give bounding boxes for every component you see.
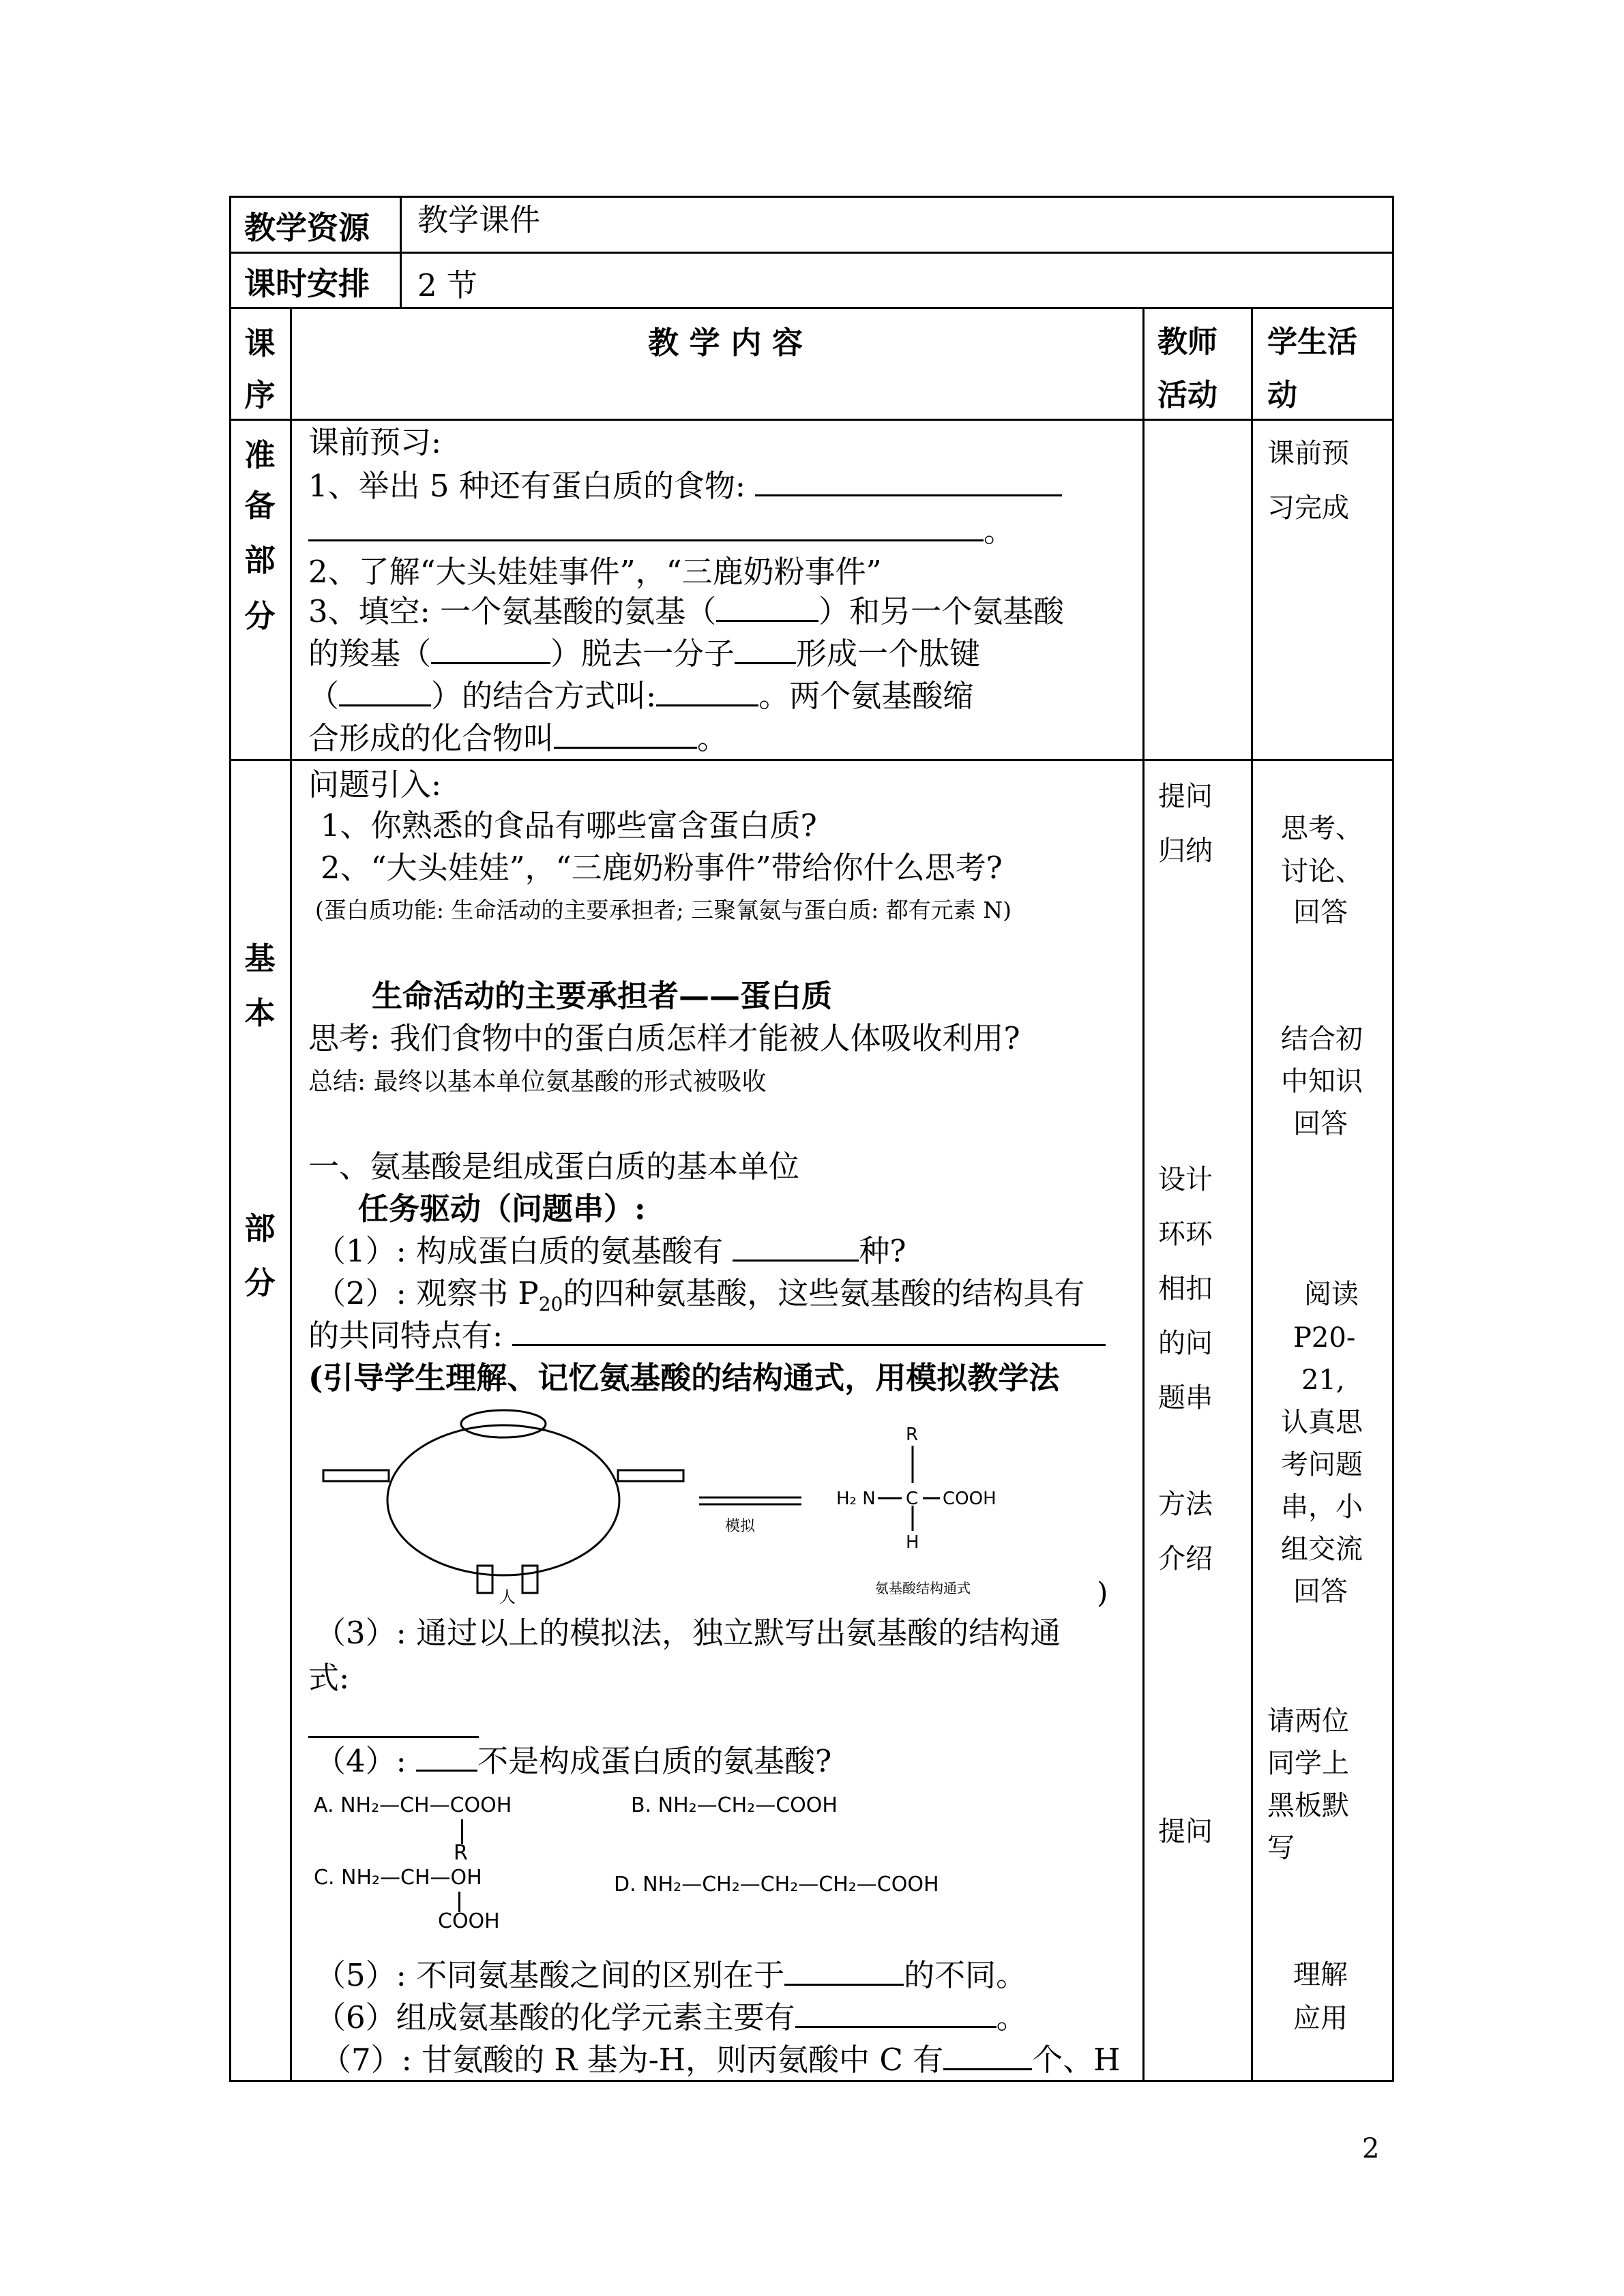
prep-student-1: 课前预 (1267, 438, 1349, 469)
student-3-a: 阅读 (1304, 1279, 1359, 1310)
prep-q3-line3: （ ）的结合方式叫: 。两个氨基酸缩 (308, 675, 973, 717)
teacher-4-a: 提问 (1158, 1816, 1213, 1847)
col-teacher-2: 活动 (1157, 378, 1217, 413)
blank-amino-count[interactable] (733, 1231, 859, 1262)
blank-common-features[interactable] (512, 1315, 1106, 1346)
option-c-cooh: COOH (438, 1909, 500, 1933)
student-3-h: 回答 (1293, 1576, 1348, 1607)
prep-q1: 1、举出 5 种还有蛋白质的食物: (308, 465, 1062, 507)
person-label: 人 (499, 1587, 516, 1607)
student-4-c: 黑板默 (1267, 1790, 1349, 1821)
struct-c: C (906, 1489, 919, 1509)
prep-label-3: 部 (244, 542, 276, 578)
blank-carboxyl[interactable] (431, 633, 550, 664)
prep-q2: 2、了解“大头娃娃事件”，“三鹿奶粉事件” (308, 554, 882, 590)
student-5-a: 理解 (1293, 1959, 1348, 1991)
student-2-c: 回答 (1293, 1108, 1348, 1139)
intro-q1: 1、你熟悉的食品有哪些富含蛋白质? (321, 807, 817, 844)
prep-label-2: 备 (244, 488, 276, 524)
body-shape (387, 1425, 619, 1575)
option-c[interactable]: C. NH₂—CH—OH (314, 1866, 482, 1890)
option-a[interactable]: A. NH₂—CH—COOH (314, 1793, 512, 1817)
struct-h2n: H₂ N (836, 1489, 876, 1509)
teacher-1-b: 归纳 (1158, 835, 1213, 867)
student-3-f: 串，小 (1281, 1491, 1363, 1523)
section-heading: 生命活动的主要承担者——蛋白质 (372, 978, 833, 1014)
student-3-d: 认真思 (1281, 1407, 1363, 1438)
blank-peptide[interactable] (339, 676, 431, 706)
task-title: 任务驱动（问题串）: (358, 1191, 646, 1227)
resource-value: 教学课件 (417, 202, 541, 238)
teacher-2-b: 环环 (1158, 1219, 1213, 1250)
prep-q3-line4: 合形成的化合物叫 。 (308, 717, 728, 760)
prep-label-1: 准 (244, 437, 276, 473)
basic-label-1: 基 (244, 940, 276, 976)
student-3-b: P20- (1293, 1322, 1356, 1354)
student-4-a: 请两位 (1267, 1705, 1349, 1737)
problem-3-line2: 式: (308, 1660, 350, 1696)
problem-2-line1: （2）: 观察书 $P_{20}$的四种氨基酸，这些氨基酸的结构具有 (315, 1275, 1085, 1315)
student-2-a: 结合初 (1281, 1024, 1363, 1055)
schedule-label: 课时安排 (244, 265, 370, 302)
student-1-a: 思考、 (1281, 813, 1363, 844)
student-3-c: 21, (1301, 1365, 1345, 1396)
blank-foods[interactable] (755, 466, 1062, 496)
teacher-2-a: 设计 (1158, 1164, 1213, 1195)
basic-label-3: 部 (244, 1210, 276, 1247)
student-1-b: 讨论、 (1281, 856, 1363, 887)
prep-label-4: 分 (244, 598, 276, 634)
blank-amino[interactable] (716, 591, 818, 622)
basic-label-4: 分 (244, 1265, 276, 1301)
blank-foods-2[interactable] (308, 511, 984, 541)
student-5-b: 应用 (1293, 2003, 1348, 2034)
teacher-2-c: 相扣 (1158, 1273, 1213, 1304)
blank-compound[interactable] (554, 718, 697, 749)
student-2-b: 中知识 (1281, 1066, 1363, 1097)
prep-q3-line2: 的羧基（ ）脱去一分子 形成一个肽键 (308, 633, 980, 675)
struct-cooh: COOH (943, 1489, 996, 1509)
head-shape (461, 1410, 546, 1437)
teacher-3-b: 介绍 (1158, 1543, 1213, 1575)
right-leg (522, 1566, 537, 1593)
struct-caption: 氨基酸结构通式 (875, 1580, 971, 1596)
close-paren: ) (1097, 1576, 1108, 1609)
guide-text: (引导学生理解、记忆氨基酸的结构通式，用模拟教学法 (308, 1360, 1060, 1396)
prep-q1-line2: 。 (308, 510, 1014, 552)
student-4-d: 写 (1267, 1832, 1295, 1864)
problem-6: （6）组成氨基酸的化学元素主要有 。 (315, 1997, 1027, 2039)
struct-h: H (906, 1532, 919, 1553)
amino-acid-simulation-figure (314, 1405, 1119, 1609)
resource-label: 教学资源 (244, 209, 370, 246)
prep-q3-line1: 3、填空: 一个氨基酸的氨基（ ）和另一个氨基酸 (308, 591, 1064, 633)
student-1-c: 回答 (1293, 897, 1348, 928)
teacher-1-a: 提问 (1158, 781, 1213, 812)
blank-difference[interactable] (784, 1955, 904, 1986)
student-4-b: 同学上 (1267, 1748, 1349, 1779)
left-arm (323, 1470, 389, 1481)
blank-not-amino[interactable] (416, 1741, 477, 1772)
blank-binding[interactable] (656, 676, 758, 706)
prep-student-2: 习完成 (1267, 492, 1349, 524)
blank-elements[interactable] (795, 1997, 996, 2028)
right-arm (618, 1470, 683, 1481)
col-content: 教 学 内 容 (648, 325, 803, 361)
teacher-3-a: 方法 (1158, 1489, 1213, 1520)
basic-label-2: 本 (244, 995, 276, 1031)
problem-1: （1）: 构成蛋白质的氨基酸有 种? (315, 1230, 906, 1272)
option-b[interactable]: B. NH₂—CH₂—COOH (631, 1793, 838, 1817)
problem-2-line2: 的共同特点有: (308, 1315, 1106, 1357)
option-a-bond (461, 1819, 463, 1844)
blank-molecule[interactable] (735, 633, 796, 664)
summary-text: 总结: 最终以基本单位氨基酸的形式被吸收 (308, 1068, 767, 1096)
teacher-2-d: 的问 (1158, 1328, 1213, 1359)
think-question: 思考: 我们食物中的蛋白质怎样才能被人体吸收利用? (308, 1020, 1020, 1056)
student-3-e: 考问题 (1281, 1449, 1363, 1480)
problem-4: （4）: 不是构成蛋白质的氨基酸? (315, 1740, 831, 1783)
intro-q2: 2、“大头娃娃”，“三鹿奶粉事件”带给你什么思考? (321, 850, 1003, 886)
schedule-value: 2 节 (417, 267, 477, 303)
problem-3-line1: （3）: 通过以上的模拟法，独立默写出氨基酸的结构通 (315, 1615, 1061, 1651)
left-leg (477, 1566, 492, 1593)
blank-structure-formula[interactable] (308, 1736, 479, 1738)
col-student-2: 动 (1267, 378, 1297, 413)
col-teacher-1: 教师 (1157, 325, 1217, 359)
problem-5: （5）: 不同氨基酸之间的区别在于 的不同。 (315, 1954, 1027, 1997)
page-number: 2 (1362, 2133, 1380, 2164)
teacher-2-e: 题串 (1158, 1382, 1213, 1414)
prep-title: 课前预习: (308, 424, 442, 460)
blank-carbon-count[interactable] (943, 2040, 1032, 2070)
option-d[interactable]: D. NH₂—CH₂—CH₂—CH₂—COOH (614, 1873, 939, 1896)
intro-note: (蛋白质功能: 生命活动的主要承担者; 三聚氰氨与蛋白质: 都有元素 N) (315, 897, 1012, 923)
intro-title: 问题引入: (308, 766, 442, 803)
col-order-2: 序 (244, 377, 276, 413)
col-order-1: 课 (244, 325, 276, 361)
col-student-1: 学生活 (1267, 325, 1357, 359)
sim-label: 模拟 (725, 1518, 756, 1535)
option-a-r: R (454, 1841, 468, 1865)
problem-7: （7）: 甘氨酸的 R 基为-H，则丙氨酸中 C 有 个、H (321, 2039, 1120, 2081)
struct-r: R (906, 1425, 919, 1445)
section-1-title: 一、氨基酸是组成蛋白质的基本单位 (308, 1148, 800, 1184)
student-3-g: 组交流 (1281, 1534, 1363, 1565)
